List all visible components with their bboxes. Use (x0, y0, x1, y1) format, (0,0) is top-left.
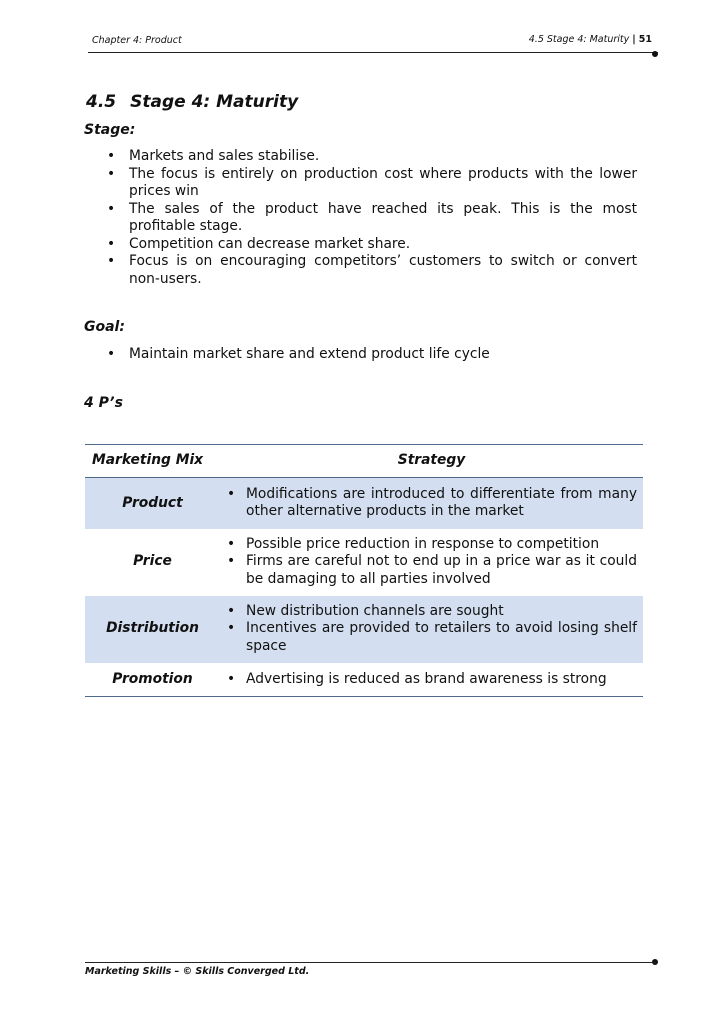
stage-heading: Stage: (84, 122, 136, 138)
strategy-item: • Modifications are introduced to differentiate from many other alternative products in the market (220, 486, 643, 521)
header-separator: | (632, 34, 636, 45)
column-header-marketing-mix: Marketing Mix (85, 445, 220, 478)
mix-cell: Promotion (85, 663, 220, 697)
page-number: 51 (638, 34, 652, 45)
strategy-item: • Firms are careful not to end up in a price war as it could be damaging to all parties involved (220, 553, 643, 588)
page-header (88, 30, 658, 53)
mix-cell: Price (133, 553, 172, 570)
strategy-item: • Advertising is reduced as brand awareness is strong (220, 671, 643, 689)
table-row (85, 529, 643, 596)
list-item: • Markets and sales stabilise. (105, 148, 637, 166)
running-title (529, 34, 652, 45)
mix-cell: Product (85, 478, 220, 529)
list-item: • Maintain market share and extend product life cycle (105, 346, 637, 364)
table-header-row (85, 445, 643, 478)
page-footer: Marketing Skills – © Skills Converged Ltd. (85, 962, 656, 977)
list-item: • Focus is on encouraging competitors’ customers to switch or convert non-users. (105, 253, 637, 288)
strategy-item: • New distribution channels are sought (220, 603, 643, 621)
goal-bullet-list (105, 346, 637, 364)
table-row (85, 478, 643, 529)
strategy-item: • Incentives are provided to retailers to avoid losing shelf space (220, 620, 643, 655)
column-header-strategy: Strategy (220, 445, 643, 478)
list-item: • The focus is entirely on production cost where products with the lower prices win (105, 166, 637, 201)
strategy-cell (220, 663, 643, 697)
marketing-mix-table (85, 444, 643, 697)
header-dot-ornament (652, 51, 658, 57)
running-section-title: 4.5 Stage 4: Maturity (528, 34, 630, 45)
stage-bullet-list (105, 148, 637, 288)
strategy-item: • Possible price reduction in response to competition (220, 536, 643, 554)
table-row (85, 596, 643, 663)
list-item: • The sales of the product have reached its peak. This is the most profitable stage. (105, 201, 637, 236)
strategy-cell (220, 596, 643, 663)
mix-cell: Distribution (85, 596, 220, 663)
list-item: • Competition can decrease market share. (105, 236, 637, 254)
section-number: 4.5 (86, 92, 117, 112)
four-ps-heading: 4 P’s (84, 395, 123, 411)
goal-heading: Goal: (84, 319, 125, 335)
section-title (86, 92, 298, 112)
chapter-label: Chapter 4: Product (92, 35, 182, 46)
section-title-text: Stage 4: Maturity (130, 92, 299, 112)
table-row (85, 663, 643, 697)
strategy-cell (220, 478, 643, 529)
strategy-cell (220, 529, 643, 596)
